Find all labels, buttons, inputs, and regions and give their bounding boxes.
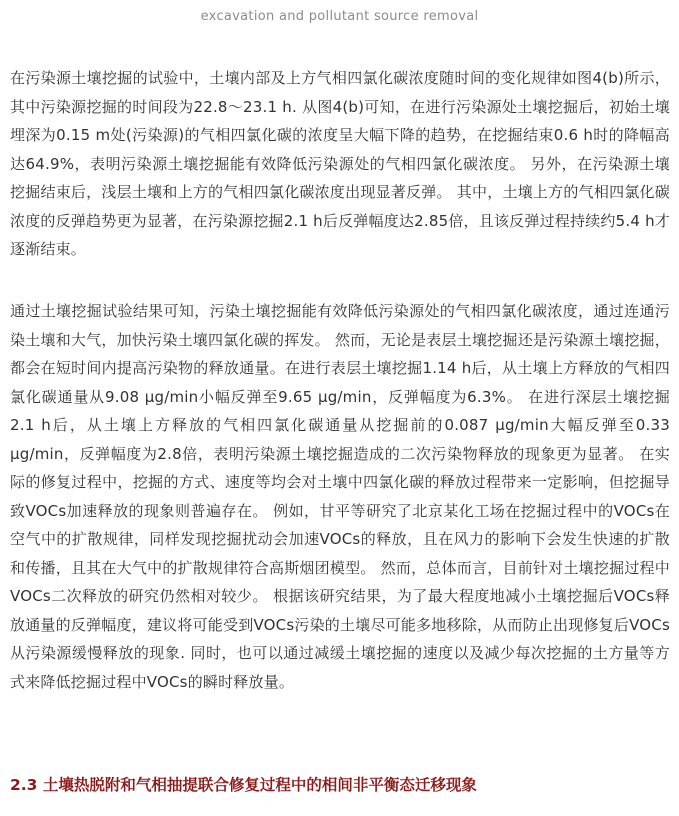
figure-caption: excavation and pollutant source removal xyxy=(200,9,479,24)
paragraph-soil-excavation-results: 在污染源土壤挖掘的试验中，土壤内部及上方气相四氯化碳浓度随时间的变化规律如图4(b)所示，其中污染源挖掘的时间段为22.8～23.1 h. 从图4(b)可知，在进行污染源处土壤挖掘后，初始土壤埋深为0.15 m处(污染源)的气相四氯化碳的浓度呈大幅下降的趋势，在挖掘结束0.6 h时的降幅高达64.9%，表明污染源土壤挖掘能有效降低污染源处的气相四氯化碳浓度。 另外，在污染源土壤挖掘结束后，浅层土壤和上方的气相四氯化碳浓度出现显著反弹。 其中，土壤上方的气相四氯化碳浓度的反弹趋势更为显著，在污染源挖掘2.1 h后反弹幅度达2.85倍，且该反弹过程持续约5.4 h才逐渐结束。 xyxy=(10,69,670,258)
section-heading: 2.3 土壤热脱附和气相抽提联合修复过程中的相间非平衡态迁移现象 xyxy=(10,776,477,794)
paragraph-excavation-conclusions: 通过土壤挖掘试验结果可知，污染土壤挖掘能有效降低污染源处的气相四氯化碳浓度，通过连通污染土壤和大气，加快污染土壤四氯化碳的挥发。 然而，无论是表层土壤挖掘还是污染源土壤挖掘，都会在短时间内提高污染物的释放通量。在进行表层土壤挖掘1.14 h后，从土壤上方释放的气相四氯化碳通量从9.08 μg/min小幅反弹至9.65 μg/min，反弹幅度为6.3%。 在进行深层土壤挖掘2.1 h后，从土壤上方释放的气相四氯化碳通量从挖掘前的0.087 μg/min大幅反弹至0.33 μg/min，反弹幅度为2.8倍，表明污染源土壤挖掘造成的二次污染物释放的现象更为显著。 在实际的修复过程中，挖掘的方式、速度等均会对土壤中四氯化碳的释放过程带来一定影响，但挖掘导致VOCs加速释放的现象则普遍存在。 例如，甘平等研究了北京某化工场在挖掘过程中的VOCs在空气中的扩散规律，同样发现挖掘扰动会加速VOCs的释放，且在风力的影响下会发生快速的扩散和传播，且其在大气中的扩散规律符合高斯烟团模型。 然而，总体而言，目前针对土壤挖掘过程中VOCs二次释放的研究仍然相对较少。 根据该研究结果，为了最大程度地减小土壤挖掘后VOCs释放通量的反弹幅度，建议将可能受到VOCs污染的土壤尽可能多地移除，从而防止出现修复后VOCs从污染源缓慢释放的现象. 同时，也可以通过减缓土壤挖掘的速度以及减少每次挖掘的土方量等方式来降低挖掘过程中VOCs的瞬时释放量。 xyxy=(10,302,670,691)
